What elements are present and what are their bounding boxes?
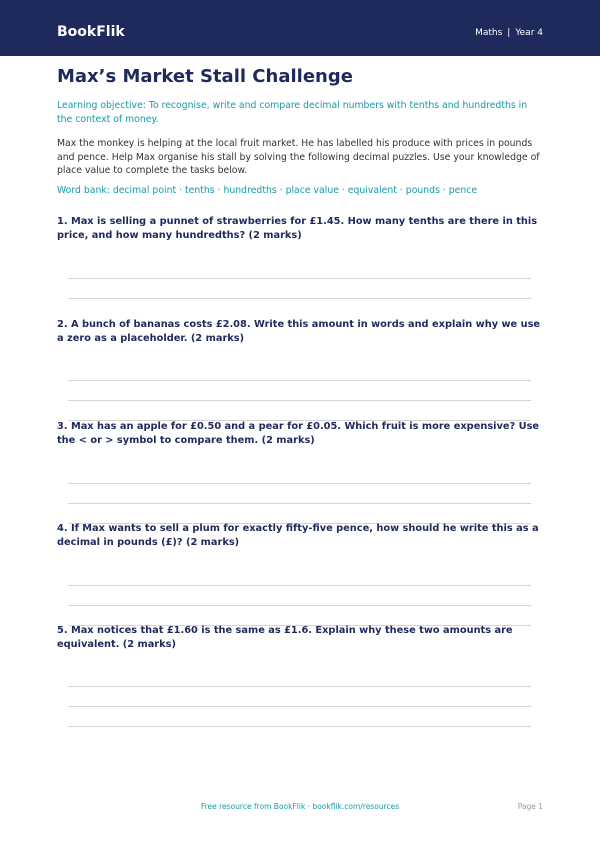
header-bar [0,0,600,56]
word-bank: Word bank: decimal point · tenths · hundredths · place value · equivalent · pounds · pence [57,185,478,196]
page-number: Page 1 [517,802,543,811]
answer-line[interactable] [68,298,531,299]
subject-label: Maths [475,28,503,38]
question-3: 3. Max has an apple for £0.50 and a pear for £0.05. Which fruit is more expensive? Use the < or > symbol to compare them. (2 marks) [57,421,540,446]
answer-line[interactable] [68,380,531,381]
learning-objective: Learning objective: To recognise, write and compare decimal numbers with tenths and hundredths in the context of money. [57,100,528,125]
footer-credit: Free resource from BookFlik · bookflik.com/resources [200,802,400,811]
answer-line[interactable] [68,585,531,586]
answer-line[interactable] [68,605,531,606]
question-4: 4. If Max wants to sell a plum for exactly fifty-five pence, how should he write this as a decimal in pounds (£)? (2 marks) [57,523,539,548]
subject-year-label [475,28,543,39]
answer-line[interactable] [68,503,531,504]
answer-line[interactable] [68,706,531,707]
question-5: 5. Max notices that £1.60 is the same as £1.6. Explain why these two amounts are equivalent. (2 marks) [57,625,513,650]
answer-line[interactable] [68,278,531,279]
question-1: 1. Max is selling a punnet of strawberries for £1.45. How many tenths are there in this price, and how many hundredths? (2 marks) [57,216,538,241]
answer-line[interactable] [68,483,531,484]
worksheet-title: Max’s Market Stall Challenge [57,66,353,87]
answer-line[interactable] [68,726,531,727]
meta-separator: | [507,28,511,38]
year-label: Year 4 [515,28,543,38]
question-2: 2. A bunch of bananas costs £2.08. Write this amount in words and explain why we use a zero as a placeholder. (2 marks) [57,319,541,344]
brand-logo: BookFlik [57,24,125,40]
answer-line[interactable] [68,686,531,687]
intro-paragraph: Max the monkey is helping at the local fruit market. He has labelled his produce with prices in pounds and pence. Help Max organise his stall by solving the following decimal puzzles. Use your knowledge of place value to complete the tasks below. [57,138,540,176]
answer-line[interactable] [68,400,531,401]
